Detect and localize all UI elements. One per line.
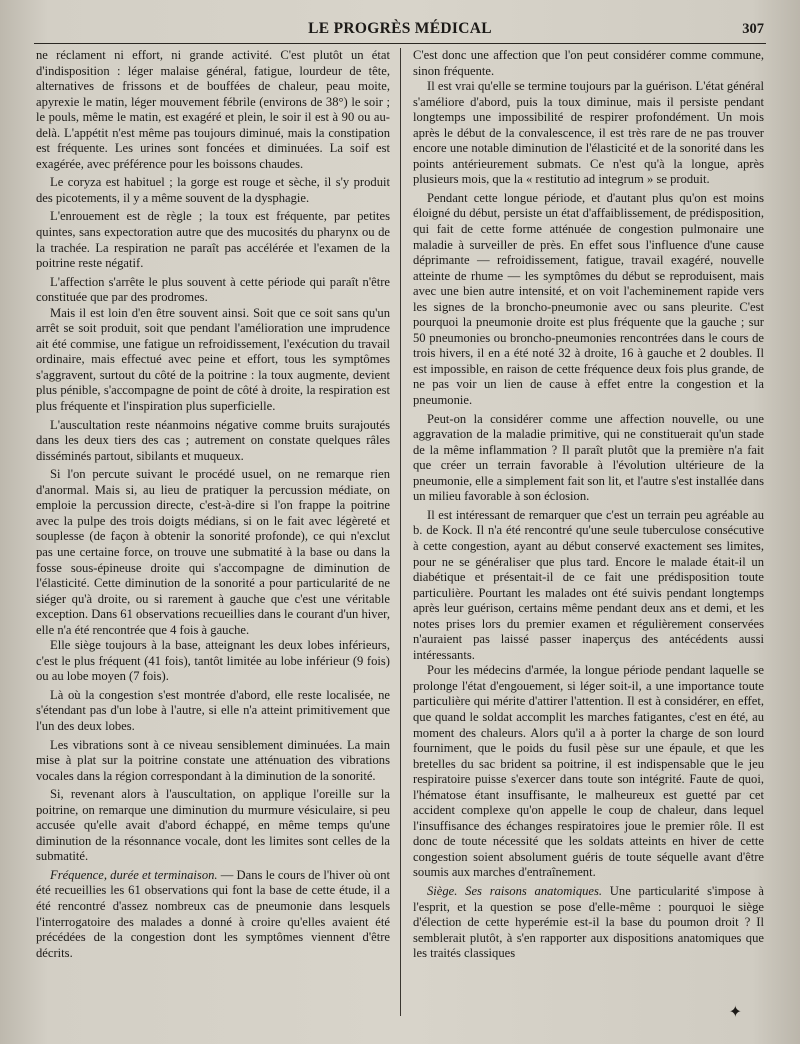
paragraph: Là où la congestion s'est montrée d'abord, elle reste localisée, ne s'étendant pas d'un lobe à l'autre, si elle n'a atteint primitivement que l'un des deux lobes. <box>36 687 390 733</box>
section-heading: Fréquence, durée et terminaison. <box>50 867 218 882</box>
paragraph: L'enrouement est de règle ; la toux est fréquente, par petites quintes, sans expectoration autre que des mucosités du pharynx ou de la trachée. La respiration ne paraît pas accélérée et l'examen de la poitrine reste négatif. <box>36 209 390 271</box>
section-paragraph <box>413 884 764 962</box>
header-rule <box>34 43 766 44</box>
journal-title: LE PROGRÈS MÉDICAL <box>308 20 492 37</box>
paragraph: Le coryza est habituel ; la gorge est rouge et sèche, il s'y produit des picotements, il y a même souvent de la dysphagie. <box>36 175 390 205</box>
paragraph: L'affection s'arrête le plus souvent à cette période qui paraît n'être constituée que par des prodromes. <box>36 274 390 305</box>
paragraph: Mais il est loin d'en être souvent ainsi. Soit que ce soit sans qu'un arrêt se soit produit, soit que pendant l'amélioration une imprudence ait été commise, une fatigue un refroidissement, l'exécution du travail ordinaire, mais effectué avec peine et effort, tous les symptômes s'aggravent, surtout du côté de la poitrine : la toux augmente, devient plus pénible, s'accompagne de point de côté à droite, la respiration est plus fréquente et l'inspiration plus superficielle. <box>36 305 390 414</box>
section-paragraph <box>36 868 390 961</box>
section-heading: Siège. Ses raisons anatomiques. <box>427 883 603 898</box>
page-number: 307 <box>742 21 764 37</box>
paragraph: C'est donc une affection que l'on peut considérer comme commune, sinon fréquente. <box>413 48 764 78</box>
paragraph: ne réclament ni effort, ni grande activité. C'est plutôt un état d'indisposition : léger malaise général, fatigue, lourdeur de tête, alternatives de frissons et de bouffées de chaleur, peau moite, apyrexie le matin, léger mouvement fébrile (environs de 38°) le soir ; le pouls, même le matin, est exagéré et plein, le soir il est à 90 ou au-delà. L'appétit n'est même pas toujours diminué, mais la constipation est fréquente. Les urines sont foncées et diminuées. La soif est exagérée, avec préférence pour les boissons chaudes. <box>36 48 390 171</box>
paragraph: Les vibrations sont à ce niveau sensiblement diminuées. La main mise à plat sur la poitrine constate une atténuation des vibrations vocales dans la région correspondant à la diminution de la sonorité. <box>36 737 390 783</box>
text-columns <box>30 48 770 1016</box>
paragraph: Si, revenant alors à l'auscultation, on applique l'oreille sur la poitrine, on remarque une diminution du murmure vésiculaire, si peu accusée qu'elle avait d'abord échappé, en même temps qu'une diminution de la résonnance vocale, dont les limites sont celles de la submatité. <box>36 787 390 864</box>
end-ornament-icon: ✦ <box>728 1004 742 1021</box>
section-text: Une particularité s'impose à l'esprit, et la question se pose d'elle-même : pourquoi le siège d'élection de cette hyperémie est-il la base du poumon droit ? Il semblerait plutôt, à s'en rapporter aux dispositions anatomiques que les traités classiques <box>413 883 764 961</box>
paragraph: Peut-on la considérer comme une affection nouvelle, ou une aggravation de la maladie primitive, qui ne constituerait qu'un stade de la même inflammation ? Il paraît plutôt que la première n'a fait que créer un terrain favorable à l'évolution ultérieure de la pneumonie, elle a simplement fait son lit, et l'autre s'est installée dans un milieu favorable à son éclosion. <box>413 411 764 504</box>
right-column <box>400 48 770 1016</box>
left-column <box>30 48 400 1016</box>
paragraph: Si l'on percute suivant le procédé usuel, on ne remarque rien d'anormal. Mais si, au lieu de pratiquer la percussion médiate, on emploie la percussion directe, c'est-à-dire si l'on frappe la poitrine avec la pulpe des trois doigts médians, si on le fait avec légèreté et souplesse (de façon à obtenir la sonorité profonde), ce qui n'exclut pas une certaine force, on trouve une submatité à la base ou dans la fosse sous-épineuse droite qui s'accompagne de diminution de l'élasticité. Cette diminution de la sonorité a pour particularité de ne siéger qu'à droite, ou si rarement à gauche que c'est une véritable exception. Dans 61 observations recueillies dans le courant d'un hiver, elle n'a été rencontrée que 4 fois à gauche. <box>36 467 390 637</box>
paragraph: Il est vrai qu'elle se termine toujours par la guérison. L'état général s'améliore d'abord, puis la toux diminue, mais il persiste pendant longtemps une impossibilité de respirer profondément. Un mois après le début de la convalescence, il est très rare de ne pas trouver encore une notable diminution de l'élasticité et de la sonorité dans les points antérieurement submats. Ce n'est qu'à la longue, après plusieurs mois, que la « restitutio ad integrum » se produit. <box>413 79 764 187</box>
paragraph: Pendant cette longue période, et d'autant plus qu'on est moins éloigné du début, persiste un état d'affaiblissement, de prédisposition, qui fait de cette forme atténuée de congestion pulmonaire une maladie à surveiller de près. En effet sous l'influence d'une cause déprimante — refroidissement, fatigue, travail exagéré, nouvelle atteinte de rhume — les symptômes du début se reproduisent, mais avec une bien autre intensité, et on voit l'acheminement rapide vers les signes de la broncho-pneumonie avec ou sans pleurite. C'est pourquoi la pneumonie droite est plus fréquente que la gauche ; sur 50 pneumonies ou broncho-pneumonies rencontrées dans le cours de trois hivers, il en a été noté 32 à droite, 16 à gauche et 2 doubles. Il est impossible, en raison de cette fréquence deux fois plus grande, de ne pas voir un lien de cause à effet entre la congestion et la pneumonie. <box>413 190 764 408</box>
page-header <box>0 0 800 46</box>
paragraph: L'auscultation reste néanmoins négative comme bruits surajoutés dans les deux tiers des cas ; autrement on constate quelques râles disséminés partout, sibilants et muqueux. <box>36 417 390 463</box>
paragraph: Pour les médecins d'armée, la longue période pendant laquelle se prolonge l'état d'engouement, si léger soit-il, a une importance toute particulière qui mérite d'attirer l'attention. Il est à considérer, en effet, que quand le soldat accomplit les marches fatigantes, c'est en été, au moment des chaleurs. Alors qu'il a à porter la charge de son lourd fourniment, que le poids du fusil pèse sur une épaule, et que les bretelles du sac brident sa poitrine, il est indispensable que le jeu respiratoire puisse s'exercer dans toute son intégrité. Faute de quoi, l'hématose étant insuffisante, le malheureux est guetté par cet accident complexe qu'on appelle le coup de chaleur, dans lequel l'insuffisance des échanges respiratoires joue le premier rôle. Il est donc de toute nécessité que les soldats atteints en hiver de cette congestion soient absolument guéris de toute séquelle avant d'être soumis aux marches d'entraînement. <box>413 663 764 880</box>
paragraph: Il est intéressant de remarquer que c'est un terrain peu agréable au b. de Kock. Il n'a été rencontré qu'une seule tuberculose consécutive à cette congestion, ayant au début conservé exactement ses limites, pour ne se généraliser que plus tard. Encore le malade était-il un diabétique et présentait-il de ce fait une prédisposition toute particulière. Pourtant les malades ont été suivis pendant longtemps après leur guérison, certains même pendant deux ans et demi, et les notes prises lors du premier examen et régulièrement conservées n'auraient pas laissé passer inaperçus des antécédents aussi intéressants. <box>413 507 764 662</box>
section-text: — Dans le cours de l'hiver où ont été recueillies les 61 observations qui font la base de cette étude, il a été rencontré d'assez nombreux cas de pneumonie dans lesquels l'interrogatoire des malades a donné à croire qu'elles avaient été précédées de la congestion dont les symptômes viennent d'être décrits. <box>36 867 391 960</box>
paragraph: Elle siège toujours à la base, atteignant les deux lobes inférieurs, c'est le plus fréquent (41 fois), tantôt limitée au lobe inférieur (9 fois) ou au lobe moyen (7 fois). <box>36 638 390 684</box>
